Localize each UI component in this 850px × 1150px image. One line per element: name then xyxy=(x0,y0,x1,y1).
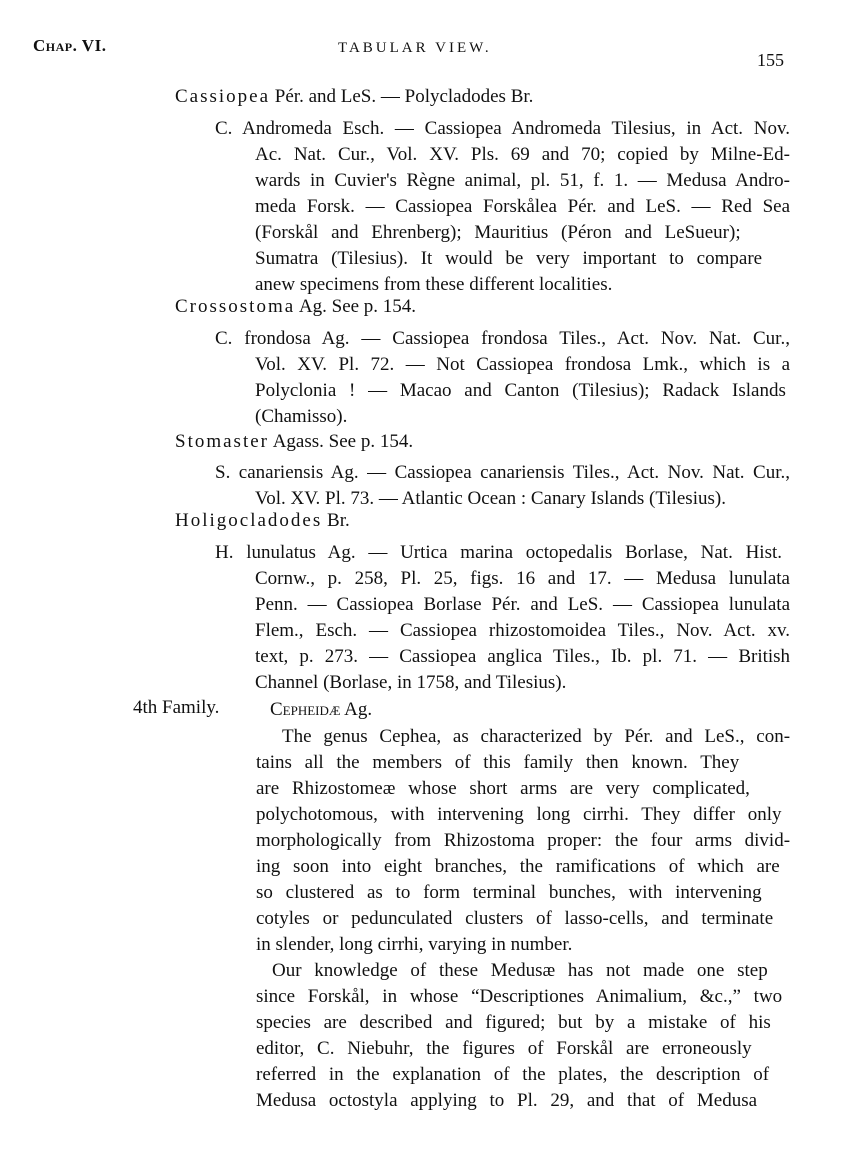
text-segment: morphologically from Rhizostoma proper: the four arms divid- xyxy=(256,830,791,851)
text-segment: — xyxy=(680,196,722,217)
italic-text: Mauritius xyxy=(474,222,549,243)
text-segment: Nov. Act. xv. xyxy=(664,620,791,641)
text-line xyxy=(175,430,413,454)
italic-text: Pér. xyxy=(624,726,654,747)
text-line xyxy=(255,247,762,271)
text-segment: Act. Nov. Nat. Cur., xyxy=(606,328,790,349)
text-segment: Medusa octostyla applying to Pl. 29, and that of Medusa xyxy=(256,1090,758,1111)
text-segment: and xyxy=(596,196,646,217)
italic-text: Esch. xyxy=(342,118,385,139)
text-line xyxy=(215,327,790,351)
text-line xyxy=(255,567,790,591)
italic-text: Pér. xyxy=(491,594,521,615)
text-line xyxy=(256,933,572,957)
text-line xyxy=(256,907,773,931)
italic-text: LeS. xyxy=(645,196,681,217)
genus-name: Holigocladodes xyxy=(175,510,323,531)
text-segment: and xyxy=(520,594,568,615)
genus-name: Cassiopea xyxy=(175,86,271,107)
text-segment: anew specimens from these different localities. xyxy=(255,274,613,295)
text-segment: — Cassiopea frondosa xyxy=(349,328,560,349)
italic-text: Tiles., xyxy=(553,646,600,667)
text-segment: — Cassiopea Forskålea xyxy=(354,196,568,217)
text-segment: See p. 154. xyxy=(326,296,417,317)
text-segment: (Tilesius). xyxy=(644,488,726,509)
text-segment: (Borlase, in 1758, and Tilesius). xyxy=(318,672,567,693)
text-segment: — Cassiopea Andromeda xyxy=(384,118,612,139)
text-segment: Ib. pl. 71. — xyxy=(599,646,739,667)
text-line xyxy=(255,619,790,643)
text-segment: which is a xyxy=(688,354,791,375)
text-line xyxy=(175,509,350,533)
text-segment: so clustered as to form terminal bunches, with intervening xyxy=(256,882,762,903)
italic-text: Br. xyxy=(510,86,534,107)
text-segment: editor, C. Niebuhr, the figures of Forskål are erroneously xyxy=(256,1038,752,1059)
text-segment: C. Andromeda xyxy=(215,118,343,139)
text-line xyxy=(215,461,790,485)
text-line xyxy=(255,593,790,617)
text-segment: in slender, long cirrhi, varying in number. xyxy=(256,934,573,955)
text-line xyxy=(255,671,566,695)
text-segment: C. frondosa xyxy=(215,328,322,349)
text-line xyxy=(255,143,790,167)
text-line xyxy=(175,85,533,109)
text-segment: cotyles or pedunculated clusters of lasso-cells, and terminate xyxy=(256,908,774,929)
chapter-label: Chap. VI. xyxy=(33,36,107,55)
running-title: TABULAR VIEW. xyxy=(338,40,492,56)
italic-text: Flem., Esch. xyxy=(255,620,358,641)
italic-text: Sumatra xyxy=(255,248,319,269)
italic-text: Channel xyxy=(255,672,319,693)
italic-text: Tiles., xyxy=(572,462,620,483)
text-line xyxy=(255,169,790,193)
text-line xyxy=(255,195,790,219)
italic-text: LeS., xyxy=(704,726,745,747)
text-line xyxy=(256,1063,769,1087)
text-segment: — Cassiopea Borlase xyxy=(297,594,492,615)
italic-text: LeS. xyxy=(567,594,604,615)
page-number: 155 xyxy=(757,50,784,70)
text-line xyxy=(272,959,768,983)
text-line xyxy=(256,751,739,775)
text-line xyxy=(256,803,781,827)
italic-text: Borlase, xyxy=(625,542,688,563)
italic-text: Ag. xyxy=(298,296,327,317)
italic-text: Forsk. xyxy=(306,196,355,217)
text-segment: tains all the members of this family then known. They xyxy=(256,752,740,773)
italic-text: Tiles., xyxy=(617,620,665,641)
text-segment: — Urtica marina octopedalis xyxy=(355,542,626,563)
text-segment: are Rhizostomeæ whose short arms are very complicated, xyxy=(256,778,750,799)
text-line xyxy=(133,696,219,720)
text-line xyxy=(282,725,790,749)
text-segment: species are described and figured; but by a mistake of his xyxy=(256,1012,771,1033)
italic-text: Lmk., xyxy=(642,354,689,375)
italic-text: Ag. xyxy=(330,462,359,483)
text-line xyxy=(255,273,612,297)
text-line xyxy=(256,829,790,853)
text-line xyxy=(270,698,372,722)
genus-name: Stomaster xyxy=(175,431,269,452)
italic-text: Br. xyxy=(327,510,350,531)
text-segment: Vol. XV. Pl. 72. — Not Cassiopea frondosa xyxy=(255,354,643,375)
text-line xyxy=(256,1011,771,1035)
text-line xyxy=(256,881,762,905)
text-segment: — Cassiopea rhizostomoidea xyxy=(357,620,618,641)
text-line xyxy=(255,405,347,429)
italic-text: Pér. xyxy=(567,196,597,217)
text-segment: polychotomous, with intervening long cirrhi. They differ only xyxy=(256,804,782,825)
text-segment: — Cassiopea canariensis xyxy=(358,462,573,483)
text-segment: in Act. Nov. xyxy=(675,118,790,139)
italic-text: Ag. xyxy=(344,699,373,720)
italic-text: Red Sea xyxy=(721,196,791,217)
genus-name: Crossostoma xyxy=(175,296,296,317)
text-segment: See p. 154. xyxy=(323,431,414,452)
text-segment: Nat. Hist. xyxy=(687,542,782,563)
text-line xyxy=(255,353,790,377)
text-line xyxy=(255,221,741,245)
text-line xyxy=(256,855,780,879)
text-segment: Act. Nov. Nat. Cur., xyxy=(619,462,790,483)
text-segment: Vol. XV. Pl. 73. — xyxy=(255,488,402,509)
text-line xyxy=(255,487,726,511)
text-segment: since Forskål, in whose “Descriptiones Animalium, &c.,” two xyxy=(256,986,783,1007)
text-line xyxy=(256,1089,757,1113)
italic-text: Radack Islands xyxy=(662,380,786,401)
italic-text: LeS. xyxy=(340,86,377,107)
italic-text: British xyxy=(738,646,791,667)
text-segment: — Polycladodes xyxy=(376,86,511,107)
text-segment: H. lunulatus xyxy=(215,542,328,563)
text-line xyxy=(256,985,782,1009)
text-line xyxy=(256,1037,752,1061)
italic-text: Ag. xyxy=(321,328,350,349)
italic-text: Agass. xyxy=(272,431,324,452)
text-segment: Our knowledge of these Medusæ has not made one step xyxy=(272,960,768,981)
text-segment: text, p. 273. — Cassiopea anglica xyxy=(255,646,554,667)
text-line xyxy=(215,117,790,141)
text-segment: S. canariensis xyxy=(215,462,331,483)
text-segment: — Cassiopea lunulata xyxy=(603,594,791,615)
text-segment: meda xyxy=(255,196,307,217)
text-segment: Polyclonia ! — xyxy=(255,380,400,401)
italic-text: Tiles., xyxy=(559,328,607,349)
text-segment: Ac. Nat. Cur., Vol. XV. Pls. 69 and 70; copied by Milne-Ed- xyxy=(255,144,790,165)
text-segment: (Tilesius). It would be very important to compare xyxy=(318,248,763,269)
family-name: Cepheidæ xyxy=(270,699,341,720)
italic-text: Atlantic Ocean : Canary Islands xyxy=(401,488,645,509)
text-segment: Cornw., p. 258, Pl. 25, figs. 16 and 17. — Medusa lunulata xyxy=(255,568,790,589)
text-segment: and xyxy=(653,726,705,747)
italic-text: Penn. xyxy=(255,594,298,615)
text-line xyxy=(175,295,416,319)
text-segment: (Tilesius); xyxy=(559,380,663,401)
text-line xyxy=(255,379,786,403)
text-segment: The genus Cephea, as characterized by xyxy=(282,726,625,747)
text-segment: (Chamisso). xyxy=(255,406,348,427)
italic-text: Ag. xyxy=(327,542,356,563)
text-segment: (Péron and LeSueur); xyxy=(548,222,741,243)
text-segment: and xyxy=(303,86,341,107)
text-segment: wards in Cuvier's Règne animal, pl. 51, f. 1. — Medusa Andro- xyxy=(255,170,790,191)
text-line xyxy=(256,777,750,801)
text-segment: (Forskål and Ehrenberg); xyxy=(255,222,475,243)
text-segment: con- xyxy=(744,726,791,747)
text-segment: referred in the explanation of the plates, the description of xyxy=(256,1064,770,1085)
text-segment: 4th Family. xyxy=(133,697,220,718)
text-line xyxy=(255,645,790,669)
italic-text: Macao and Canton xyxy=(399,380,560,401)
italic-text: Tilesius, xyxy=(611,118,676,139)
italic-text: Pér. xyxy=(274,86,304,107)
text-line xyxy=(215,541,782,565)
text-segment: ing soon into eight branches, the ramifications of which are xyxy=(256,856,780,877)
